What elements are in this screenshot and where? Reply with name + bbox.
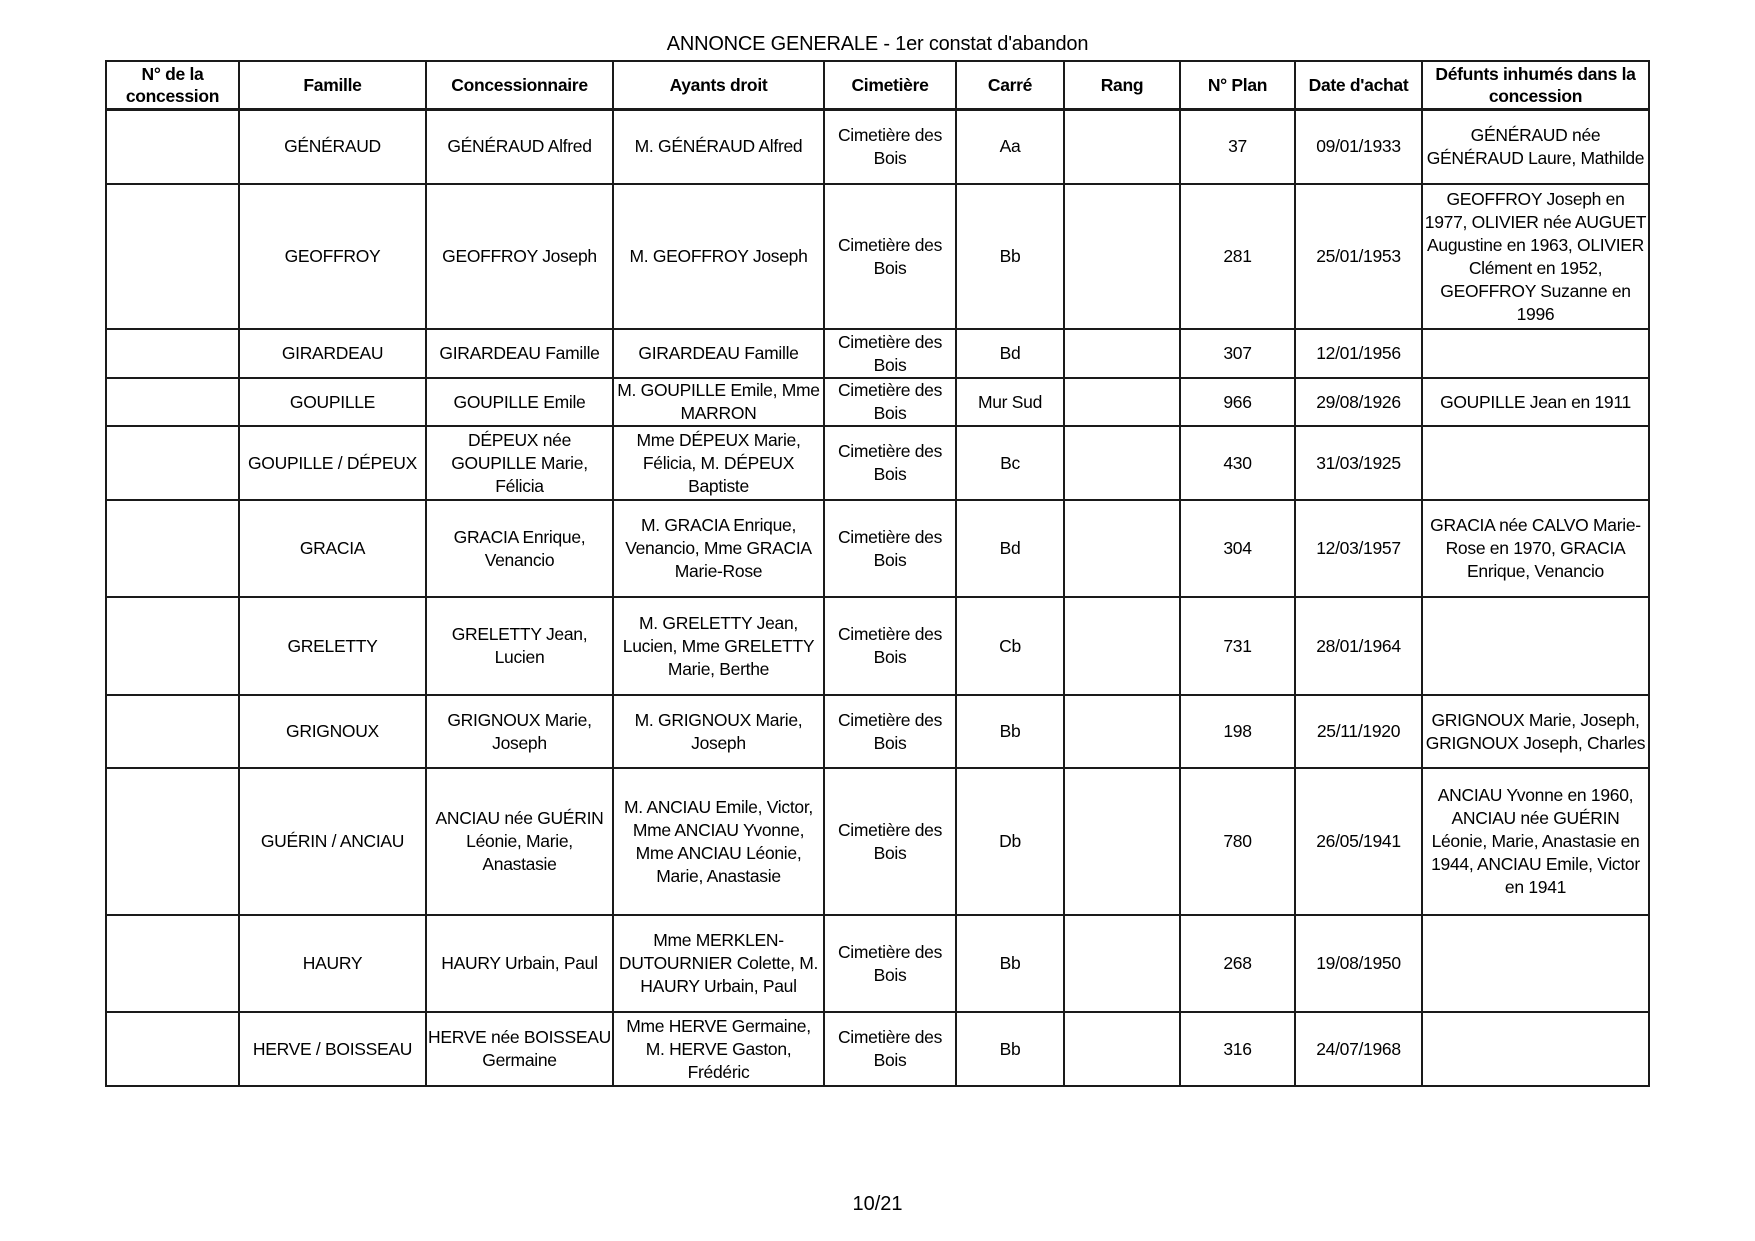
cell-carre: Bb bbox=[956, 1012, 1064, 1086]
table-row bbox=[106, 500, 1649, 597]
cell-date-achat: 26/05/1941 bbox=[1295, 768, 1422, 915]
cell-famille: GRELETTY bbox=[239, 597, 426, 695]
cell-date-achat: 12/01/1956 bbox=[1295, 329, 1422, 378]
cell-concessionnaire: GRACIA Enrique, Venancio bbox=[426, 500, 613, 597]
cell-concession-number bbox=[106, 1012, 239, 1086]
cell-carre: Bb bbox=[956, 184, 1064, 329]
cell-plan-number: 37 bbox=[1180, 109, 1295, 184]
cell-date-achat: 31/03/1925 bbox=[1295, 426, 1422, 500]
cell-plan-number: 307 bbox=[1180, 329, 1295, 378]
cell-ayants-droit: M. GEOFFROY Joseph bbox=[613, 184, 824, 329]
cell-carre: Bb bbox=[956, 915, 1064, 1012]
cell-ayants-droit: M. GRELETTY Jean, Lucien, Mme GRELETTY Marie, Berthe bbox=[613, 597, 824, 695]
table-row bbox=[106, 695, 1649, 768]
cell-plan-number: 731 bbox=[1180, 597, 1295, 695]
col-header-cimetiere: Cimetière bbox=[824, 61, 956, 109]
cell-ayants-droit: M. GRIGNOUX Marie, Joseph bbox=[613, 695, 824, 768]
table-row bbox=[106, 184, 1649, 329]
cell-rang bbox=[1064, 500, 1180, 597]
cell-carre: Bd bbox=[956, 329, 1064, 378]
cell-concession-number bbox=[106, 378, 239, 426]
cell-defunts: GRACIA née CALVO Marie-Rose en 1970, GRACIA Enrique, Venancio bbox=[1422, 500, 1649, 597]
cell-concession-number bbox=[106, 915, 239, 1012]
cell-plan-number: 316 bbox=[1180, 1012, 1295, 1086]
cell-cimetiere: Cimetière des Bois bbox=[824, 109, 956, 184]
cell-concessionnaire: GOUPILLE Emile bbox=[426, 378, 613, 426]
cell-famille: GEOFFROY bbox=[239, 184, 426, 329]
cell-ayants-droit: Mme MERKLEN-DUTOURNIER Colette, M. HAURY Urbain, Paul bbox=[613, 915, 824, 1012]
table-row bbox=[106, 915, 1649, 1012]
cell-concessionnaire: HERVE née BOISSEAU Germaine bbox=[426, 1012, 613, 1086]
col-header-concessionnaire: Concessionnaire bbox=[426, 61, 613, 109]
cell-ayants-droit: M. GÉNÉRAUD Alfred bbox=[613, 109, 824, 184]
cell-cimetiere: Cimetière des Bois bbox=[824, 597, 956, 695]
cell-date-achat: 29/08/1926 bbox=[1295, 378, 1422, 426]
col-header-rang: Rang bbox=[1064, 61, 1180, 109]
cell-concessionnaire: ANCIAU née GUÉRIN Léonie, Marie, Anastasie bbox=[426, 768, 613, 915]
cell-concession-number bbox=[106, 329, 239, 378]
cell-cimetiere: Cimetière des Bois bbox=[824, 915, 956, 1012]
col-header-carre: Carré bbox=[956, 61, 1064, 109]
cell-concession-number bbox=[106, 597, 239, 695]
cell-concessionnaire: DÉPEUX née GOUPILLE Marie, Félicia bbox=[426, 426, 613, 500]
cell-date-achat: 25/11/1920 bbox=[1295, 695, 1422, 768]
cell-concession-number bbox=[106, 109, 239, 184]
cell-rang bbox=[1064, 426, 1180, 500]
cell-ayants-droit: Mme HERVE Germaine, M. HERVE Gaston, Frédéric bbox=[613, 1012, 824, 1086]
cell-concessionnaire: GIRARDEAU Famille bbox=[426, 329, 613, 378]
cell-cimetiere: Cimetière des Bois bbox=[824, 184, 956, 329]
cell-plan-number: 268 bbox=[1180, 915, 1295, 1012]
cell-plan-number: 304 bbox=[1180, 500, 1295, 597]
table-row bbox=[106, 1012, 1649, 1086]
cell-date-achat: 28/01/1964 bbox=[1295, 597, 1422, 695]
concessions-table bbox=[105, 60, 1650, 1087]
cell-plan-number: 430 bbox=[1180, 426, 1295, 500]
cell-famille: HAURY bbox=[239, 915, 426, 1012]
cell-concession-number bbox=[106, 426, 239, 500]
cell-defunts bbox=[1422, 597, 1649, 695]
cell-carre: Bc bbox=[956, 426, 1064, 500]
cell-defunts: GEOFFROY Joseph en 1977, OLIVIER née AUGUET Augustine en 1963, OLIVIER Clément en 1952, GEOFFROY Suzanne en 1996 bbox=[1422, 184, 1649, 329]
col-header-ayants-droit: Ayants droit bbox=[613, 61, 824, 109]
cell-concessionnaire: GEOFFROY Joseph bbox=[426, 184, 613, 329]
cell-cimetiere: Cimetière des Bois bbox=[824, 1012, 956, 1086]
cell-cimetiere: Cimetière des Bois bbox=[824, 768, 956, 915]
col-header-defunts: Défunts inhumés dans la concession bbox=[1422, 61, 1649, 109]
cell-concessionnaire: GRIGNOUX Marie, Joseph bbox=[426, 695, 613, 768]
cell-famille: GRACIA bbox=[239, 500, 426, 597]
cell-ayants-droit: M. ANCIAU Emile, Victor, Mme ANCIAU Yvonne, Mme ANCIAU Léonie, Marie, Anastasie bbox=[613, 768, 824, 915]
cell-rang bbox=[1064, 1012, 1180, 1086]
table-row bbox=[106, 768, 1649, 915]
cell-date-achat: 25/01/1953 bbox=[1295, 184, 1422, 329]
table-row bbox=[106, 329, 1649, 378]
cell-cimetiere: Cimetière des Bois bbox=[824, 695, 956, 768]
col-header-date: Date d'achat bbox=[1295, 61, 1422, 109]
col-header-plan: N° Plan bbox=[1180, 61, 1295, 109]
cell-defunts bbox=[1422, 1012, 1649, 1086]
cell-concessionnaire: HAURY Urbain, Paul bbox=[426, 915, 613, 1012]
table-row bbox=[106, 109, 1649, 184]
cell-cimetiere: Cimetière des Bois bbox=[824, 426, 956, 500]
cell-plan-number: 198 bbox=[1180, 695, 1295, 768]
cell-date-achat: 12/03/1957 bbox=[1295, 500, 1422, 597]
table-row bbox=[106, 378, 1649, 426]
cell-famille: GIRARDEAU bbox=[239, 329, 426, 378]
cell-rang bbox=[1064, 915, 1180, 1012]
cell-date-achat: 24/07/1968 bbox=[1295, 1012, 1422, 1086]
cell-carre: Bb bbox=[956, 695, 1064, 768]
cell-concession-number bbox=[106, 695, 239, 768]
col-header-famille: Famille bbox=[239, 61, 426, 109]
cell-rang bbox=[1064, 184, 1180, 329]
cell-famille: GOUPILLE bbox=[239, 378, 426, 426]
cell-rang bbox=[1064, 378, 1180, 426]
cell-ayants-droit: Mme DÉPEUX Marie, Félicia, M. DÉPEUX Baptiste bbox=[613, 426, 824, 500]
cell-rang bbox=[1064, 597, 1180, 695]
cell-famille: GUÉRIN / ANCIAU bbox=[239, 768, 426, 915]
cell-concession-number bbox=[106, 500, 239, 597]
cell-rang bbox=[1064, 695, 1180, 768]
cell-carre: Mur Sud bbox=[956, 378, 1064, 426]
cell-ayants-droit: M. GOUPILLE Emile, Mme MARRON bbox=[613, 378, 824, 426]
cell-concessionnaire: GÉNÉRAUD Alfred bbox=[426, 109, 613, 184]
cell-concession-number bbox=[106, 768, 239, 915]
cell-carre: Aa bbox=[956, 109, 1064, 184]
cell-concession-number bbox=[106, 184, 239, 329]
cell-cimetiere: Cimetière des Bois bbox=[824, 500, 956, 597]
cell-defunts: GOUPILLE Jean en 1911 bbox=[1422, 378, 1649, 426]
cell-date-achat: 09/01/1933 bbox=[1295, 109, 1422, 184]
cell-famille: GRIGNOUX bbox=[239, 695, 426, 768]
cell-rang bbox=[1064, 768, 1180, 915]
cell-defunts bbox=[1422, 329, 1649, 378]
cell-defunts: ANCIAU Yvonne en 1960, ANCIAU née GUÉRIN Léonie, Marie, Anastasie en 1944, ANCIAU Emile, Victor en 1941 bbox=[1422, 768, 1649, 915]
cell-defunts: GÉNÉRAUD née GÉNÉRAUD Laure, Mathilde bbox=[1422, 109, 1649, 184]
cell-rang bbox=[1064, 329, 1180, 378]
table-row bbox=[106, 597, 1649, 695]
cell-famille: HERVE / BOISSEAU bbox=[239, 1012, 426, 1086]
cell-defunts: GRIGNOUX Marie, Joseph, GRIGNOUX Joseph, Charles bbox=[1422, 695, 1649, 768]
page-number: 10/21 bbox=[852, 1193, 903, 1215]
cell-plan-number: 780 bbox=[1180, 768, 1295, 915]
cell-ayants-droit: M. GRACIA Enrique, Venancio, Mme GRACIA Marie-Rose bbox=[613, 500, 824, 597]
cell-plan-number: 281 bbox=[1180, 184, 1295, 329]
table-row bbox=[106, 426, 1649, 500]
cell-cimetiere: Cimetière des Bois bbox=[824, 378, 956, 426]
cell-carre: Cb bbox=[956, 597, 1064, 695]
cell-defunts bbox=[1422, 426, 1649, 500]
cell-carre: Db bbox=[956, 768, 1064, 915]
cell-date-achat: 19/08/1950 bbox=[1295, 915, 1422, 1012]
cell-plan-number: 966 bbox=[1180, 378, 1295, 426]
cell-cimetiere: Cimetière des Bois bbox=[824, 329, 956, 378]
col-header-num: N° de la concession bbox=[106, 61, 239, 109]
cell-rang bbox=[1064, 109, 1180, 184]
cell-ayants-droit: GIRARDEAU Famille bbox=[613, 329, 824, 378]
cell-defunts bbox=[1422, 915, 1649, 1012]
table-header-row bbox=[106, 61, 1649, 109]
cell-famille: GÉNÉRAUD bbox=[239, 109, 426, 184]
cell-famille: GOUPILLE / DÉPEUX bbox=[239, 426, 426, 500]
cell-carre: Bd bbox=[956, 500, 1064, 597]
cell-concessionnaire: GRELETTY Jean, Lucien bbox=[426, 597, 613, 695]
document-title: ANNONCE GENERALE - 1er constat d'abandon bbox=[666, 33, 1089, 55]
